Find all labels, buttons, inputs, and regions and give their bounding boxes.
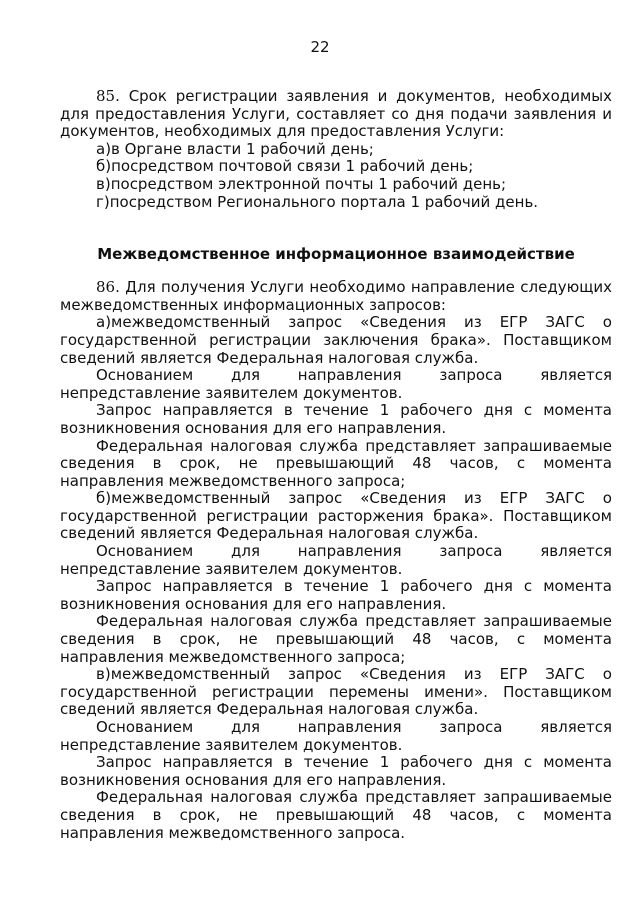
paragraph-85 (60, 88, 612, 141)
request-response: Федеральная налоговая служба представляет запрашиваемые сведения в срок, не превышающий 48 часов, с момента направления межведомственного запроса; (60, 612, 612, 666)
list-item (60, 194, 612, 212)
item-letter: в) (96, 174, 111, 193)
request-response: Федеральная налоговая служба представляет запрашиваемые сведения в срок, не превышающий 48 часов, с момента направления межведомственного запроса. (60, 788, 612, 842)
request-basis: Основанием для направления запроса является непредставление заявителем документов. (60, 718, 612, 754)
item-letter: в) (96, 665, 111, 684)
item-letter: б) (96, 489, 112, 508)
request-text: межведомственный запрос «Сведения из ЕГР ЗАГС о государственной регистрации перемены имени». Поставщиком сведений является Федеральная налоговая служба. (60, 665, 612, 719)
request-response: Федеральная налоговая служба представляет запрашиваемые сведения в срок, не превышающий 48 часов, с момента направления межведомственного запроса; (60, 436, 612, 490)
list-item (60, 141, 612, 159)
paragraph-number: 85. (96, 87, 120, 105)
list-item (60, 158, 612, 176)
paragraph-number: 86. (96, 278, 120, 297)
request-timing: Запрос направляется в течение 1 рабочего дня с момента возникновения основания для его направления. (60, 753, 612, 789)
request-item (60, 666, 612, 719)
request-text: межведомственный запрос «Сведения из ЕГР ЗАГС о государственной регистрации заключения брака». Поставщиком сведений является Федеральная налоговая служба. (60, 313, 612, 367)
item-text: в Органе власти 1 рабочий день; (111, 139, 374, 158)
item-letter: а) (96, 139, 112, 158)
request-text: межведомственный запрос «Сведения из ЕГР ЗАГС о государственной регистрации расторжения брака». Поставщиком сведений является Федеральная налоговая служба. (60, 489, 612, 543)
request-basis: Основанием для направления запроса является непредставление заявителем документов. (60, 542, 612, 578)
paragraph-text: Срок регистрации заявления и документов, необходимых для предоставления Услуги, составляет со дня подачи заявления и документов, необходимых для предоставления Услуги: (60, 87, 612, 141)
paragraph-text: Для получения Услуги необходимо направление следующих межведомственных информационных запросов: (60, 278, 612, 314)
page-number: 22 (310, 38, 330, 56)
request-item (60, 314, 612, 367)
paragraph-86 (60, 279, 612, 314)
request-basis: Основанием для направления запроса является непредставление заявителем документов. (60, 366, 612, 402)
request-timing: Запрос направляется в течение 1 рабочего дня с момента возникновения основания для его направления. (60, 401, 612, 437)
item-text: посредством почтовой связи 1 рабочий день; (111, 157, 474, 176)
section-heading: Межведомственное информационное взаимодействие (97, 245, 575, 264)
item-letter: г) (96, 192, 110, 211)
request-item (60, 490, 612, 543)
request-timing: Запрос направляется в течение 1 рабочего дня с момента возникновения основания для его направления. (60, 577, 612, 613)
item-text: посредством электронной почты 1 рабочий день; (110, 174, 507, 193)
item-text: посредством Регионального портала 1 рабочий день. (109, 192, 539, 211)
document-body (60, 88, 612, 842)
item-letter: б) (96, 157, 112, 176)
item-letter: а) (96, 313, 112, 332)
list-item (60, 176, 612, 194)
